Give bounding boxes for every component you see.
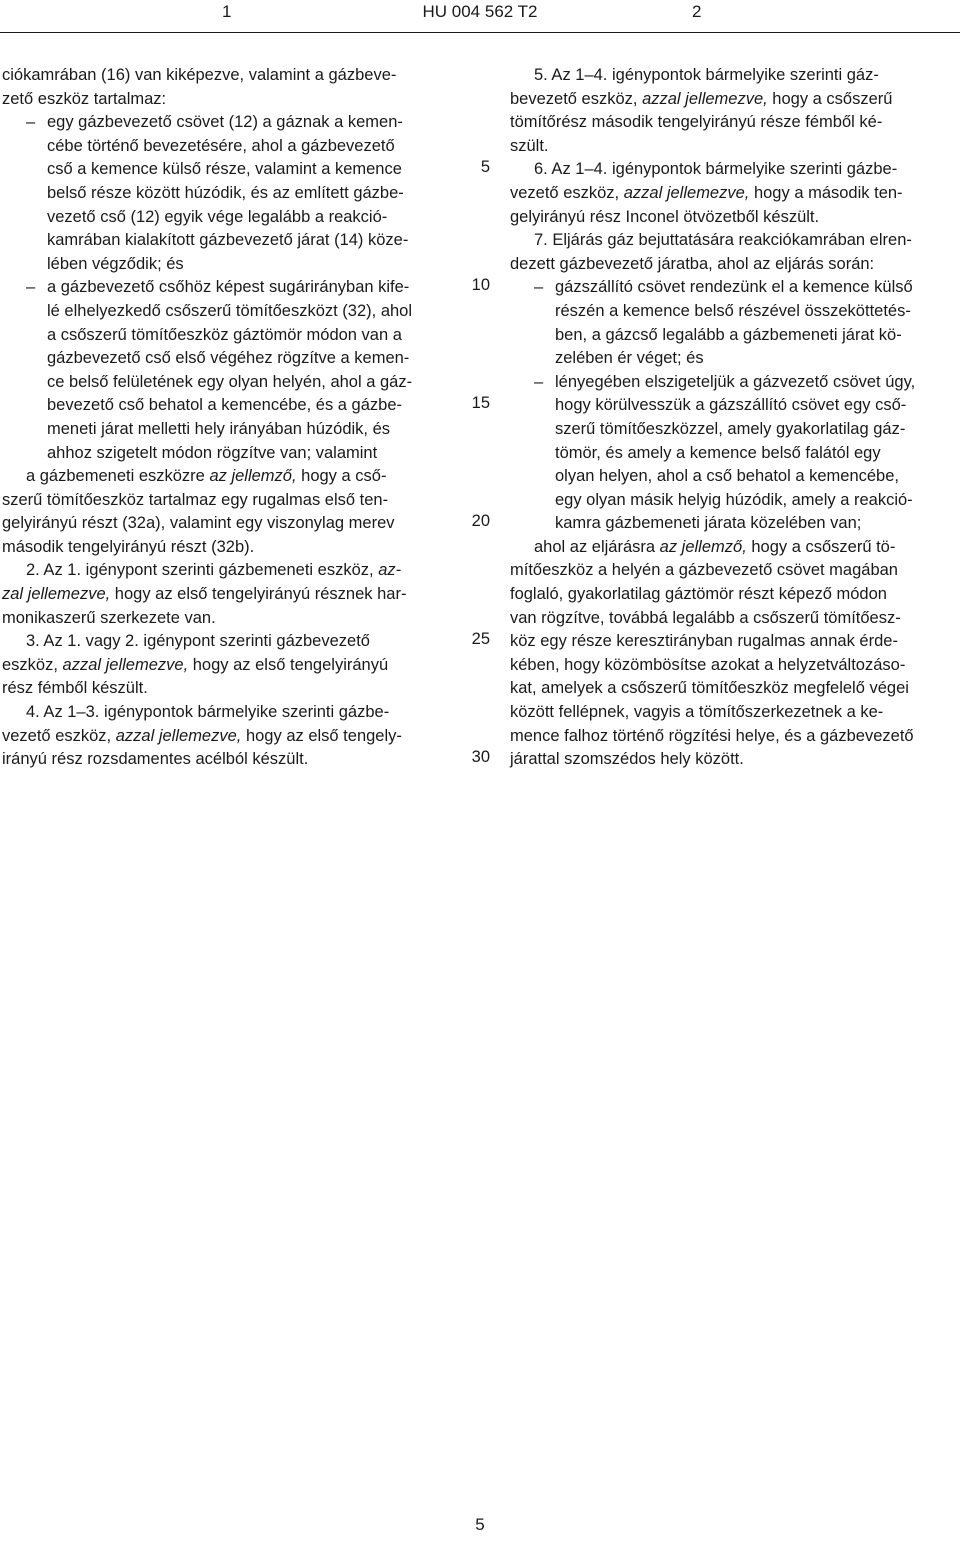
- text-segment: szerű tömítőeszközzel, amely gyakorlatilag gáz-: [555, 419, 906, 438]
- text-segment: egy olyan másik helyig húzódik, amely a reakció-: [555, 490, 913, 509]
- text-segment: cső a kemence külső része, valamint a kemence: [47, 160, 402, 179]
- text-segment: vezető eszköz,: [510, 183, 624, 202]
- text-line: [510, 442, 960, 466]
- text-segment: ben, a gázcső legalább a gázbemeneti járat kö-: [555, 325, 902, 344]
- text-line: [510, 324, 960, 348]
- emphasis-text: az jellemző,: [209, 467, 297, 486]
- text-segment: hogy a csőszerű tö-: [746, 537, 896, 556]
- page-number-left: 1: [222, 2, 232, 21]
- text-line: [510, 64, 960, 88]
- text-segment: hogy a második ten-: [749, 183, 903, 202]
- text-line: [2, 158, 452, 182]
- text-segment: a gázbemeneti eszközre: [26, 467, 210, 486]
- text-line: [2, 559, 452, 583]
- text-segment: 5. Az 1–4. igénypontok bármelyike szerinti gáz-: [534, 66, 879, 84]
- text-segment: rész fémből készült.: [2, 679, 148, 698]
- text-segment: részén a kemence belső részével összeköttetés-: [555, 301, 911, 320]
- text-line: [2, 630, 452, 654]
- text-line: [2, 512, 452, 536]
- text-segment: eszköz,: [2, 655, 63, 674]
- text-segment: ahhoz szigetelt módon rögzítve van; valamint: [47, 443, 378, 462]
- text-segment: ce belső felületének egy olyan helyén, ahol a gáz-: [47, 372, 413, 391]
- text-segment: kamra gázbemeneti járata közelében van;: [555, 514, 862, 533]
- text-line: [510, 394, 960, 418]
- line-number: 10: [471, 276, 490, 294]
- text-line: [510, 135, 960, 159]
- text-line: [510, 88, 960, 112]
- text-line: [510, 725, 960, 749]
- text-line: [510, 465, 960, 489]
- text-line: [2, 442, 452, 466]
- list-dash: –: [534, 372, 544, 391]
- text-line: [2, 135, 452, 159]
- line-number: 5: [480, 158, 490, 176]
- text-line: [2, 347, 452, 371]
- line-number: 20: [471, 512, 490, 530]
- text-segment: járattal szomszédos hely között.: [510, 750, 744, 769]
- page-number-right: 2: [692, 2, 702, 21]
- text-segment: hogy az első tengelyirányú: [188, 655, 389, 674]
- emphasis-text: az-: [378, 561, 402, 580]
- text-line: [510, 654, 960, 678]
- emphasis-text: azzal jellemezve,: [623, 183, 750, 202]
- text-segment: egy gázbevezető csövet (12) a gáznak a kemen-: [47, 113, 403, 132]
- text-segment: tömítőrész második tengelyirányú része fémből ké-: [510, 113, 883, 132]
- text-line: [2, 725, 452, 749]
- text-line: [510, 559, 960, 583]
- text-segment: hogy a csőszerű: [767, 89, 893, 108]
- text-line: [2, 182, 452, 206]
- text-segment: vezető eszköz,: [2, 726, 116, 745]
- text-segment: köz egy része keresztirányban rugalmas annak érde-: [510, 632, 898, 651]
- text-line: [2, 701, 452, 725]
- text-segment: zelében ér véget; és: [555, 349, 704, 368]
- right-column: [510, 64, 960, 772]
- emphasis-text: azzal jellemezve,: [62, 655, 189, 674]
- text-line: [2, 206, 452, 230]
- text-segment: olyan helyen, ahol a cső behatol a kemencébe,: [555, 467, 899, 486]
- text-line: [510, 512, 960, 536]
- line-number: 15: [471, 394, 490, 412]
- document-id: HU 004 562 T2: [422, 2, 538, 21]
- text-segment: dezett gázbevezető járatba, ahol az eljárás során:: [510, 254, 875, 273]
- text-segment: tömör, és amely a kemence belső falától egy: [555, 443, 881, 462]
- page-footer-number: 5: [475, 1515, 485, 1534]
- text-segment: kat, amelyek a csőszerű tömítőeszköz megfelelő végei: [510, 679, 909, 698]
- line-number: 30: [471, 748, 490, 766]
- text-segment: meneti járat melletti hely irányában húzódik, és: [47, 419, 391, 438]
- left-column: [2, 64, 452, 772]
- text-line: [510, 182, 960, 206]
- text-line: [2, 276, 452, 300]
- text-segment: kében, hogy közömbösítse azokat a helyzetváltozáso-: [510, 655, 906, 674]
- text-segment: ahol az eljárásra: [534, 537, 660, 556]
- text-line: [510, 276, 960, 300]
- text-segment: második tengelyirányú részt (32b).: [2, 537, 255, 556]
- text-segment: irányú rész rozsdamentes acélból készült.: [2, 750, 309, 769]
- text-segment: gelyirányú rész Inconel ötvözetből készült.: [510, 207, 820, 226]
- text-segment: 6. Az 1–4. igénypontok bármelyike szerinti gázbe-: [534, 160, 898, 179]
- text-segment: hogy az első tengely-: [241, 726, 402, 745]
- text-line: [2, 300, 452, 324]
- text-segment: belső része között húzódik, és az említett gázbe-: [47, 183, 404, 202]
- text-segment: ciókamrában (16) van kiképezve, valamint a gázbeve-: [2, 66, 397, 84]
- text-line: [2, 607, 452, 631]
- text-line: [510, 111, 960, 135]
- text-segment: gelyirányú részt (32a), valamint egy viszonylag merev: [2, 514, 395, 533]
- text-line: [510, 607, 960, 631]
- text-line: [2, 394, 452, 418]
- text-segment: zető eszköz tartalmaz:: [2, 89, 167, 108]
- text-segment: között fellépnek, vagyis a tömítőszerkezetnek a ke-: [510, 703, 884, 722]
- list-dash: –: [534, 278, 544, 297]
- text-segment: gázbevezető cső első végéhez rögzítve a kemen-: [47, 349, 410, 368]
- list-dash: –: [26, 113, 36, 132]
- text-segment: 2. Az 1. igénypont szerinti gázbemeneti eszköz,: [26, 561, 379, 580]
- text-line: [510, 536, 960, 560]
- emphasis-text: azzal jellemezve,: [642, 89, 768, 108]
- emphasis-text: azzal jellemezve,: [115, 726, 242, 745]
- text-line: [510, 583, 960, 607]
- text-line: [2, 64, 452, 88]
- text-segment: vezető cső (12) egyik vége legalább a reakció-: [47, 207, 388, 226]
- text-segment: hogy a cső-: [296, 467, 387, 486]
- text-line: [2, 324, 452, 348]
- text-segment: bevezető eszköz,: [510, 89, 643, 108]
- text-line: [510, 300, 960, 324]
- text-segment: van rögzítve, továbbá legalább a csőszerű tömítőesz-: [510, 608, 901, 627]
- text-segment: bevezető cső behatol a kemencébe, és a gázbe-: [47, 396, 402, 415]
- text-line: [2, 536, 452, 560]
- text-line: [2, 489, 452, 513]
- text-segment: a gázbevezető csőhöz képest sugárirányban kife-: [47, 278, 410, 297]
- emphasis-text: zal jellemezve,: [2, 585, 111, 604]
- text-line: [510, 701, 960, 725]
- list-dash: –: [26, 278, 36, 297]
- text-segment: monikaszerű szerkezete van.: [2, 608, 216, 627]
- text-segment: 3. Az 1. vagy 2. igénypont szerinti gázbevezető: [26, 632, 370, 651]
- text-line: [2, 465, 452, 489]
- text-segment: hogy az első tengelyirányú résznek har-: [110, 585, 407, 604]
- text-segment: lében végződik; és: [47, 254, 184, 273]
- text-line: [2, 111, 452, 135]
- text-line: [510, 229, 960, 253]
- text-segment: foglaló, gyakorlatilag gáztömör részt képező módon: [510, 585, 887, 604]
- text-segment: kamrában kialakított gázbevezető járat (14) köze-: [47, 231, 409, 250]
- text-segment: lé elhelyezkedő csőszerű tömítőeszközt (32), ahol: [47, 301, 413, 320]
- text-line: [510, 371, 960, 395]
- text-segment: szült.: [510, 136, 549, 155]
- text-segment: hogy körülvesszük a gázszállító csövet egy cső-: [555, 396, 907, 415]
- text-line: [510, 748, 960, 772]
- line-number: 25: [471, 630, 490, 648]
- text-line: [2, 748, 452, 772]
- text-line: [510, 489, 960, 513]
- text-line: [2, 371, 452, 395]
- text-line: [510, 253, 960, 277]
- text-segment: gázszállító csövet rendezünk el a kemence külső: [555, 278, 913, 297]
- text-line: [510, 630, 960, 654]
- text-line: [510, 206, 960, 230]
- text-line: [2, 677, 452, 701]
- text-segment: cébe történő bevezetésére, ahol a gázbevezető: [47, 136, 395, 155]
- text-line: [510, 677, 960, 701]
- text-segment: a csőszerű tömítőeszköz gáztömör módon van a: [47, 325, 402, 344]
- text-segment: szerű tömítőeszköz tartalmaz egy rugalmas első ten-: [2, 490, 389, 509]
- emphasis-text: az jellemző,: [659, 537, 747, 556]
- text-line: [2, 583, 452, 607]
- text-line: [510, 158, 960, 182]
- text-line: [510, 347, 960, 371]
- header-rule: [0, 32, 960, 33]
- text-line: [2, 88, 452, 112]
- text-segment: mítőeszköz a helyén a gázbevezető csövet magában: [510, 561, 898, 580]
- text-segment: lényegében elszigeteljük a gázvezető csövet úgy,: [555, 372, 916, 391]
- text-segment: mence falhoz történő rögzítési helye, és a gázbevezető: [510, 726, 914, 745]
- text-line: [2, 253, 452, 277]
- text-line: [2, 229, 452, 253]
- text-segment: 4. Az 1–3. igénypontok bármelyike szerinti gázbe-: [26, 703, 390, 722]
- text-line: [2, 654, 452, 678]
- text-segment: 7. Eljárás gáz bejuttatására reakciókamrában elren-: [534, 231, 912, 250]
- text-line: [510, 418, 960, 442]
- text-line: [2, 418, 452, 442]
